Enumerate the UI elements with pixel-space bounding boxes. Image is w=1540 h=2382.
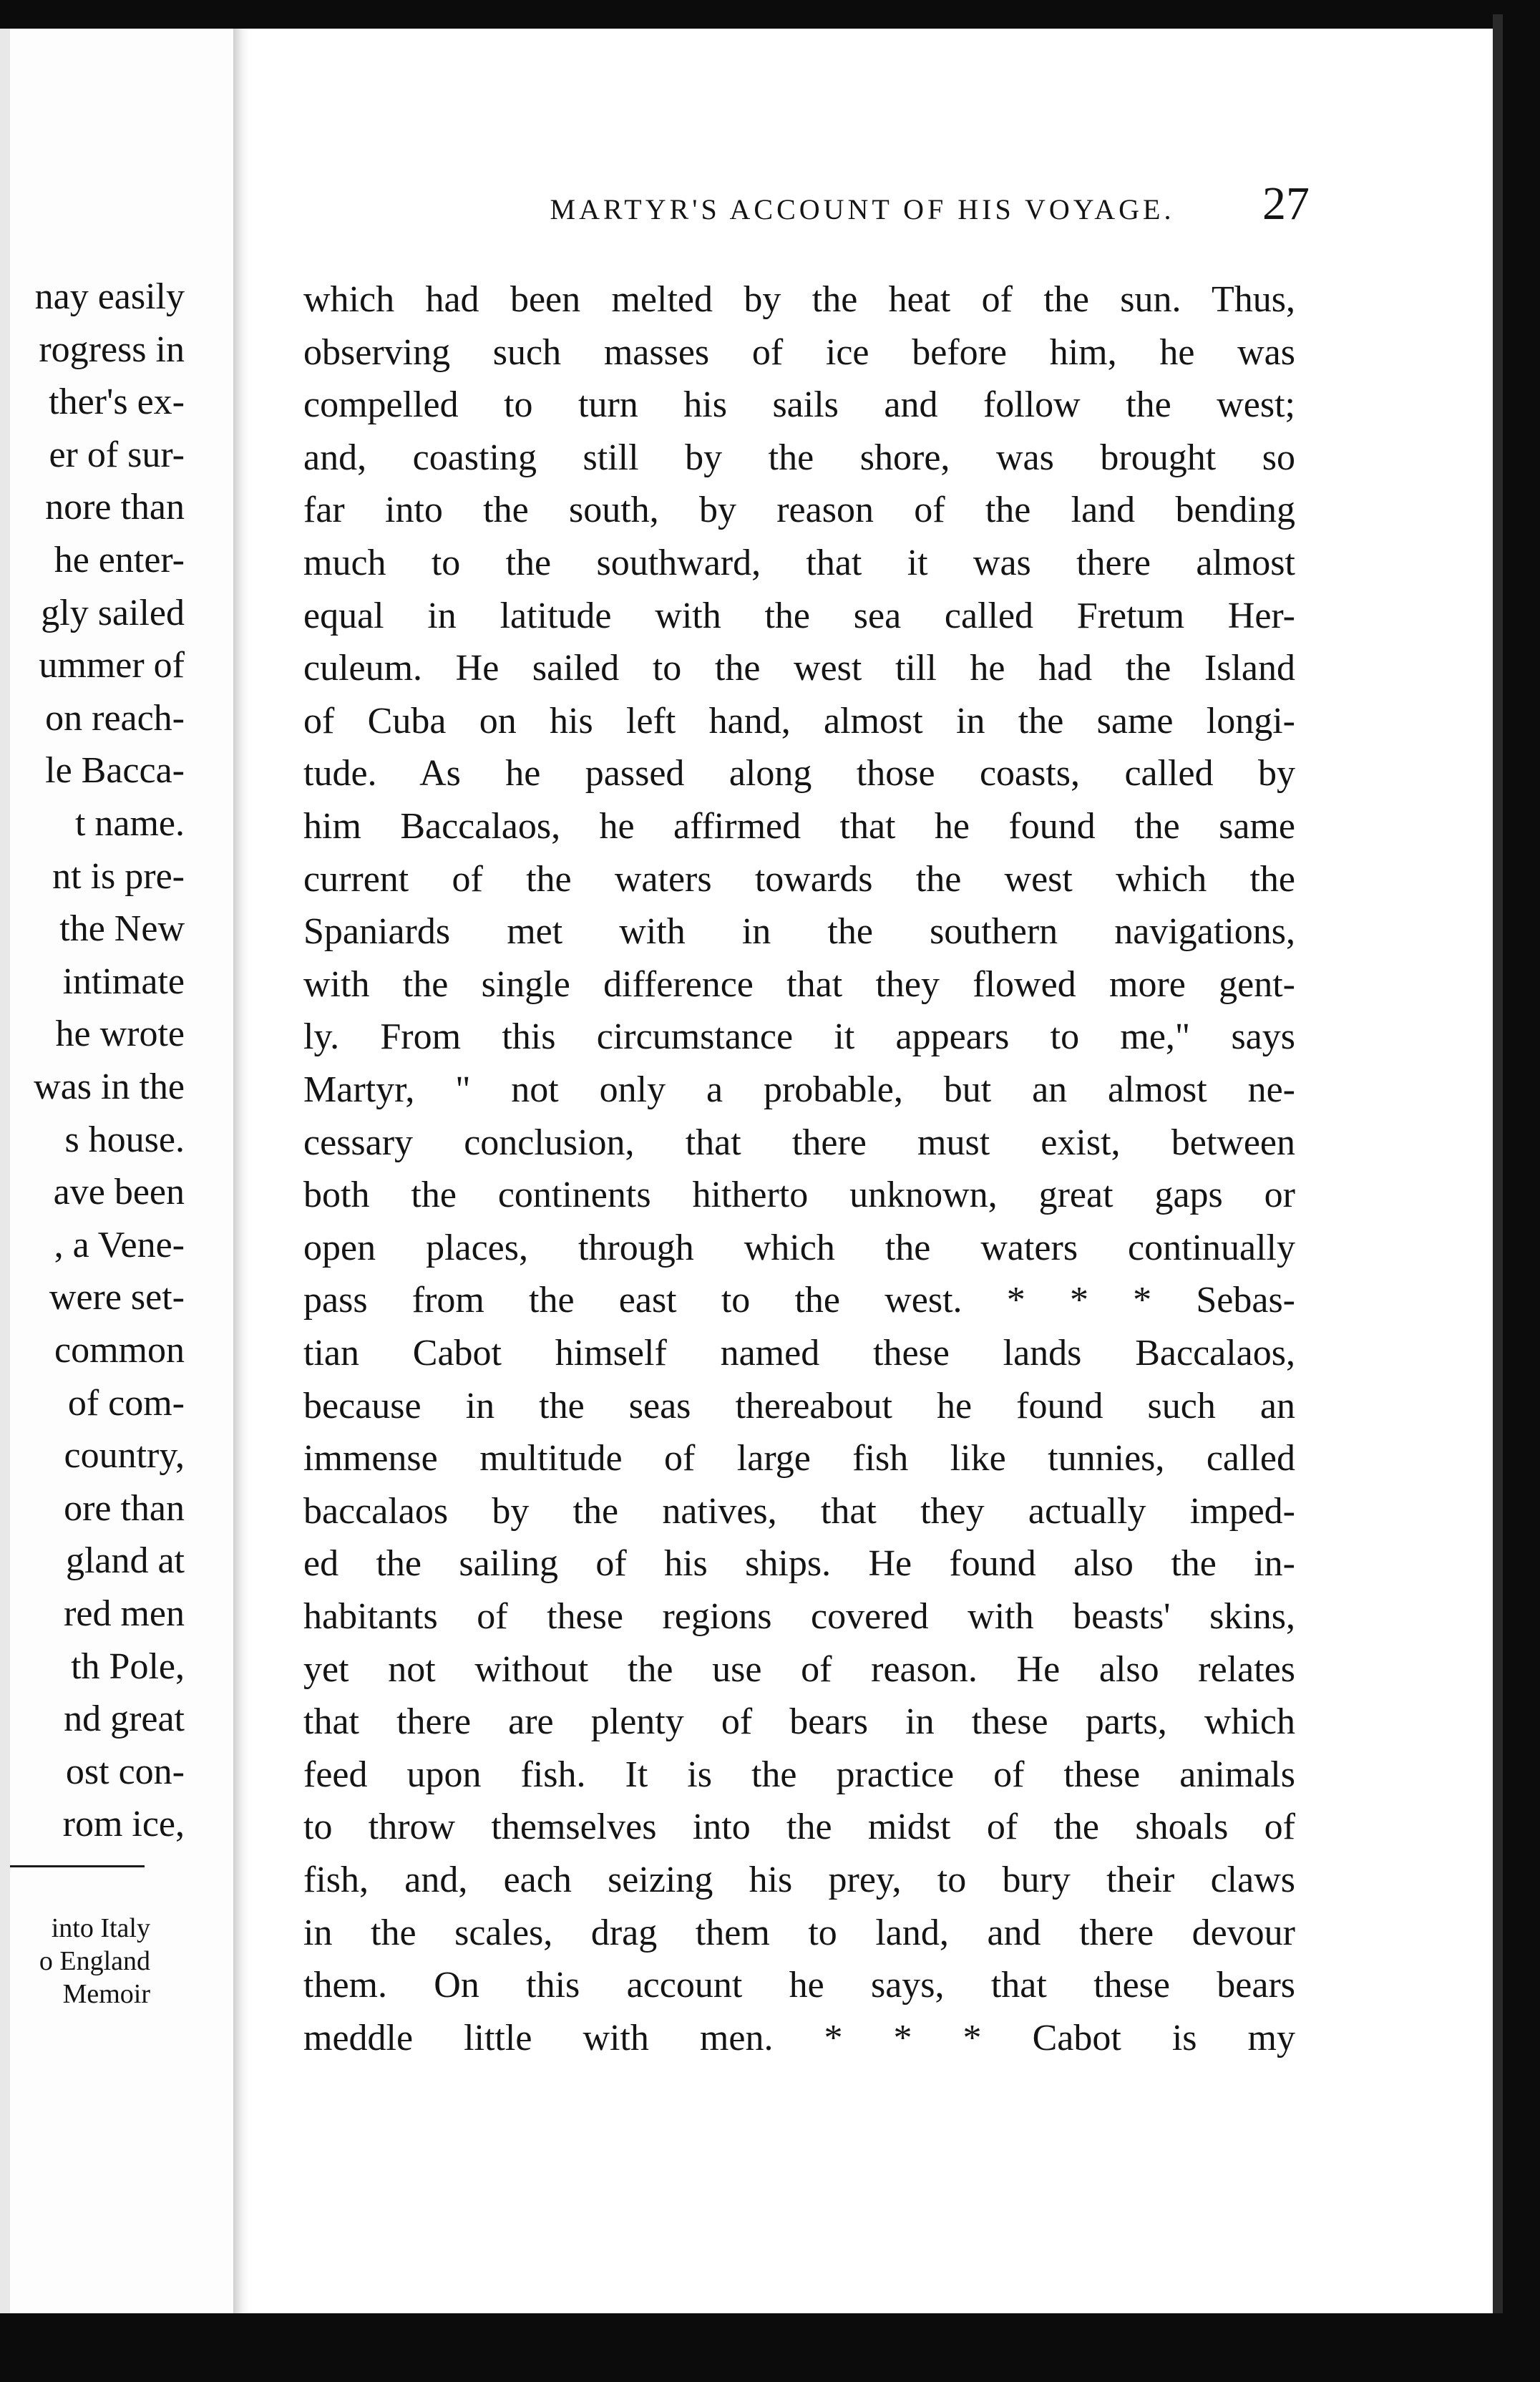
facing-text-line: nore than xyxy=(45,487,185,528)
facing-text-line: ave been xyxy=(53,1172,185,1213)
facing-text-line: he wrote xyxy=(55,1013,185,1055)
footnote-line: Memoir xyxy=(62,1979,150,2009)
page-number: 27 xyxy=(1262,178,1310,230)
footnote-line: into Italy xyxy=(51,1913,150,1943)
scan-border-right xyxy=(1501,0,1540,2382)
text-line: to throw themselves into the midst of the shoals of xyxy=(303,1807,1295,1848)
text-line: observing such masses of ice before him, he was xyxy=(303,331,1295,373)
text-line: Spaniards met with in the southern navigations, xyxy=(303,911,1295,953)
facing-text-line: the New xyxy=(59,908,185,950)
text-line: ly. From this circumstance it appears to me," says xyxy=(303,1016,1295,1058)
scan-edge-left xyxy=(0,29,10,2313)
text-line: immense multitude of large fish like tunnies, called xyxy=(303,1438,1295,1479)
facing-text-line: was in the xyxy=(34,1066,185,1107)
facing-text-line: intimate xyxy=(62,961,185,1002)
text-line: that there are plenty of bears in these parts, which xyxy=(303,1701,1295,1743)
facing-page-fragment xyxy=(0,29,243,2313)
facing-text-line: country, xyxy=(64,1435,185,1477)
facing-text-line: s house. xyxy=(64,1119,185,1160)
scan-border-top xyxy=(0,0,1540,29)
text-line: habitants of these regions covered with beasts' skins, xyxy=(303,1596,1295,1637)
book-gutter xyxy=(233,29,249,2313)
facing-text-line: nt is pre- xyxy=(52,855,185,897)
facing-text-line: were set- xyxy=(49,1277,185,1318)
facing-text-line: red men xyxy=(64,1593,185,1634)
facing-text-line: ost con- xyxy=(65,1751,185,1792)
facing-text-line: gly sailed xyxy=(41,592,185,633)
text-line: culeum. He sailed to the west till he had the Island xyxy=(303,648,1295,689)
text-line: pass from the east to the west. * * * Sebas- xyxy=(303,1280,1295,1321)
text-line: fish, and, each seizing his prey, to bury their claws xyxy=(303,1860,1295,1900)
text-line: tude. As he passed along those coasts, called by xyxy=(303,753,1295,794)
text-line: open places, through which the waters continually xyxy=(303,1227,1295,1268)
facing-text-line: nd great xyxy=(64,1698,185,1740)
text-line: because in the seas thereabout he found such an xyxy=(303,1385,1295,1426)
text-line: of Cuba on his left hand, almost in the same longi- xyxy=(303,700,1295,742)
text-line: Martyr, " not only a probable, but an almost ne- xyxy=(303,1069,1295,1110)
text-line: far into the south, by reason of the land bending xyxy=(303,490,1295,531)
text-line: equal in latitude with the sea called Fretum Her- xyxy=(303,595,1295,636)
facing-text-line: er of sur- xyxy=(49,434,185,475)
text-line: in the scales, drag them to land, and there devour xyxy=(303,1912,1295,1953)
text-line: him Baccalaos, he affirmed that he found the same xyxy=(303,806,1295,847)
facing-text-line: of com- xyxy=(67,1382,185,1424)
text-line: cessary conclusion, that there must exist, between xyxy=(303,1122,1295,1163)
text-line: them. On this account he says, that these bears xyxy=(303,1965,1295,2006)
text-line: and, coasting still by the shore, was brought so xyxy=(303,437,1295,478)
text-line: with the single difference that they flowed more gent- xyxy=(303,963,1295,1005)
facing-text-line: th Pole, xyxy=(71,1645,185,1687)
running-head: MARTYR'S ACCOUNT OF HIS VOYAGE. xyxy=(550,193,1175,225)
facing-text-line: ther's ex- xyxy=(49,381,185,423)
facing-text-line: gland at xyxy=(65,1540,185,1582)
text-line: yet not without the use of reason. He also relates xyxy=(303,1648,1295,1690)
footnote-rule xyxy=(7,1865,145,1867)
facing-text-line: he enter- xyxy=(54,540,185,580)
text-line: which had been melted by the heat of the sun. Thus, xyxy=(303,279,1295,320)
facing-text-line: ummer of xyxy=(39,645,185,686)
facing-text-line: common xyxy=(54,1330,185,1371)
scan-border-bottom xyxy=(0,2313,1540,2382)
facing-text-line: t name. xyxy=(74,803,185,844)
footnote-line: o England xyxy=(39,1946,150,1976)
text-line: current of the waters towards the west which the xyxy=(303,858,1295,900)
facing-text-line: rom ice, xyxy=(62,1804,185,1845)
text-line: ed the sailing of his ships. He found also the in- xyxy=(303,1543,1295,1585)
text-line: both the continents hitherto unknown, great gaps or xyxy=(303,1175,1295,1216)
text-line: tian Cabot himself named these lands Baccalaos, xyxy=(303,1333,1295,1374)
facing-text-line: on reach- xyxy=(45,697,185,739)
facing-text-line: , a Vene- xyxy=(54,1224,185,1265)
facing-text-line: nay easily xyxy=(34,276,185,317)
text-line: much to the southward, that it was there almost xyxy=(303,543,1295,583)
text-line: meddle little with men. * * * Cabot is my xyxy=(303,2017,1295,2058)
facing-text-line: rogress in xyxy=(39,329,185,370)
text-line: baccalaos by the natives, that they actually imped- xyxy=(303,1490,1295,1532)
facing-text-line: ore than xyxy=(64,1487,185,1529)
text-line: feed upon fish. It is the practice of these animals xyxy=(303,1754,1295,1795)
text-line: compelled to turn his sails and follow the west; xyxy=(303,384,1295,426)
facing-text-line: le Bacca- xyxy=(45,750,185,792)
scan-border-right-inner xyxy=(1493,14,1503,2319)
